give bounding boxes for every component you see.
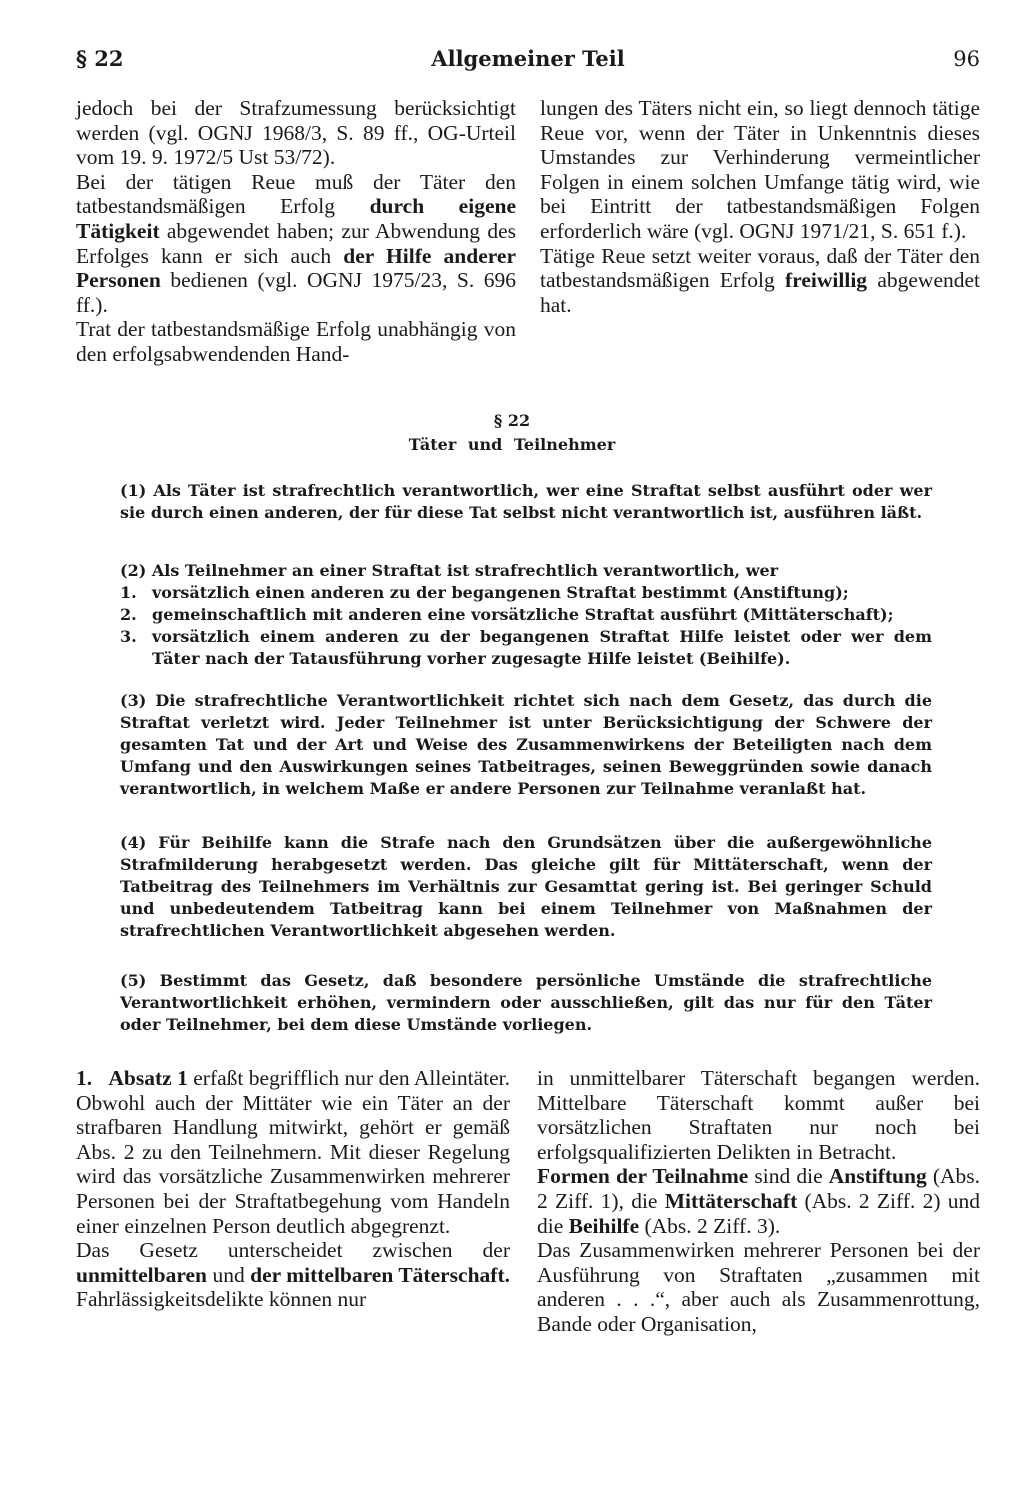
law-paragraph-2-list [120, 582, 932, 670]
text-run: Bei der tätigen Reue muß der Täter den tatbestandsmäßigen Erfolg [76, 169, 516, 219]
text-run: sind die [748, 1164, 829, 1189]
text-run: und [207, 1262, 251, 1287]
emphasis-text: der mittelbaren Täterschaft. [250, 1262, 510, 1287]
law-paragraph-2 [120, 560, 932, 670]
emphasis-text: Absatz 1 [108, 1066, 188, 1090]
emphasis-text: unmittelbaren [76, 1262, 207, 1287]
text-run: bedienen (vgl. OGNJ 1975/23, S. 696 ff.). [76, 268, 516, 317]
commentary-top-right-column [540, 96, 980, 317]
list-item [120, 604, 932, 626]
emphasis-text: freiwillig [785, 268, 868, 293]
commentary-paragraph: in unmittelbarer Täterschaft begangen werden. Mittelbare Täterschaft kommt außer bei vorsätzlichen Straftaten nur noch bei erfolgsqualifizierten Delikten in Betracht. [537, 1066, 980, 1164]
running-header [76, 44, 980, 80]
commentary-bottom-left-column [76, 1066, 510, 1312]
law-section-number: § 22 [493, 411, 531, 430]
emphasis-text: Mittäterschaft [664, 1188, 798, 1213]
note-number: 1. [76, 1066, 93, 1090]
list-item-number: 2. [120, 605, 137, 624]
header-section-ref: § 22 [76, 46, 124, 71]
emphasis-text: Anstiftung [828, 1164, 927, 1189]
law-paragraph-2-intro: (2) Als Teilnehmer an einer Straftat ist strafrechtlich verantwortlich, wer [120, 561, 779, 580]
text-run: (Abs. 2 Ziff. 3). [639, 1213, 781, 1238]
commentary-paragraph: Das Zusammenwirken mehrerer Personen bei der Ausführung von Straftaten „zusammen mit anderen . . .“, aber auch als Zusammenrottung, Bande oder Organisation, [537, 1238, 980, 1336]
law-paragraph-5: (5) Bestimmt das Gesetz, daß besondere persönliche Umstände die strafrechtliche Verantwortlichkeit erhöhen, vermindern oder ausschließen, gilt das nur für den Täter oder Teilnehmer, bei dem diese Umstände vorliegen. [120, 971, 932, 1034]
emphasis-text: durch eigene Tätigkeit [76, 194, 516, 243]
commentary-bottom-right-column [537, 1066, 980, 1337]
list-item-text: gemeinschaftlich mit anderen eine vorsätzliche Straftat ausführt (Mittäterschaft); [152, 605, 894, 624]
commentary-paragraph [537, 1164, 980, 1238]
list-item [120, 582, 932, 604]
law-section-title: Täter und Teilnehmer [408, 435, 616, 454]
law-paragraph-1: (1) Als Täter ist strafrechtlich verantwortlich, wer eine Straftat selbst ausführt oder wer sie durch einen anderen, der für diese Tat selbst nicht verantwortlich ist, ausführen läßt. [120, 481, 932, 522]
law-paragraph-3: (3) Die strafrechtliche Verantwortlichkeit richtet sich nach dem Gesetz, das durch die Straftat verletzt wird. Jeder Teilnehmer ist unter Berücksichtigung der Schwere der gesamten Tat und der Art und Weise des Zusammenwirkens der Beteiligten nach dem Umfang und den Auswirkungen seines Tatbeitrages, seinen Beweggründen sowie danach verantwortlich, in welchem Maße er andere Personen zur Teilnahme veranlaßt hat. [120, 691, 932, 798]
list-item-text: vorsätzlich einen anderen zu der begangenen Straftat bestimmt (Anstiftung); [152, 583, 849, 602]
commentary-top-left-column [76, 96, 516, 367]
text-run: Das Gesetz unterscheidet zwischen der [76, 1238, 510, 1263]
commentary-paragraph: Trat der tatbestandsmäßige Erfolg unabhängig von den erfolgsabwendenden Hand- [76, 317, 516, 366]
emphasis-text: Formen der Teilnahme [537, 1164, 749, 1189]
commentary-paragraph [76, 1238, 510, 1312]
header-title: Allgemeiner Teil [431, 46, 625, 71]
list-item-number: 1. [120, 583, 137, 602]
text-run: erfaßt begrifflich nur den Alleintäter. Obwohl auch der Mittäter wie ein Täter an der strafbaren Handlung mitwirkt, gehört er gemäß Abs. 2 zu den Teilnehmern. Mit dieser Regelung wird das vorsätzliche Zusammenwirken mehrerer Personen bei der Straftatbegehung vom Handeln einer einzelnen Person deutlich abgegrenzt. [76, 1066, 510, 1238]
text-run: (Abs. 2 Ziff. 1), die [537, 1164, 980, 1213]
text-run: Tätige Reue setzt weiter voraus, daß der Täter den tatbestandsmäßigen Erfolg [540, 243, 980, 293]
page-number: 96 [953, 47, 980, 71]
text-run: (Abs. 2 Ziff. 2) und die [537, 1188, 980, 1238]
text-run: Fahrlässigkeitsdelikte können nur [76, 1287, 367, 1312]
emphasis-text: Beihilfe [568, 1213, 640, 1238]
commentary-paragraph [76, 170, 516, 318]
commentary-paragraph: lungen des Täters nicht ein, so liegt dennoch tätige Reue vor, wenn der Täter in Unkenntnis dieses Umstandes zur Verhinderung vermeintlicher Folgen in einem solchen Umfange tätig wird, wie bei Eintritt der tatbestandsmäßigen Folgen erforderlich wäre (vgl. OGNJ 1971/21, S. 651 f.). [540, 96, 980, 243]
text-run: abgewendet hat. [540, 268, 981, 317]
list-item [120, 626, 932, 670]
commentary-paragraph [540, 244, 980, 318]
law-paragraph-4: (4) Für Beihilfe kann die Strafe nach den Grundsätzen über die außergewöhnliche Strafmilderung herabgesetzt werden. Das gleiche gilt für Mittäterschaft, wenn der Tatbeitrag des Teilnehmers im Verhältnis zur Gesamttat gering ist. Bei geringer Schuld und unbedeutendem Tatbeitrag kann bei einem Teilnehmer von Maßnahmen der strafrechtlichen Verantwortlichkeit abgesehen werden. [120, 833, 932, 940]
list-item-text: vorsätzlich einem anderen zu der begangenen Straftat Hilfe leistet oder wer dem Täter nach der Tatausführung vorher zugesagte Hilfe leistet (Beihilfe). [152, 627, 932, 668]
text-run: abgewendet haben; zur Abwendung des Erfolges kann er sich auch [76, 218, 516, 268]
list-item-number: 3. [120, 627, 137, 646]
commentary-paragraph: jedoch bei der Strafzumessung berücksichtigt werden (vgl. OGNJ 1968/3, S. 89 ff., OG-Urteil vom 19. 9. 1972/5 Ust 53/72). [76, 96, 516, 170]
emphasis-text: der Hilfe anderer Personen [76, 243, 516, 293]
commentary-paragraph [76, 1066, 510, 1238]
